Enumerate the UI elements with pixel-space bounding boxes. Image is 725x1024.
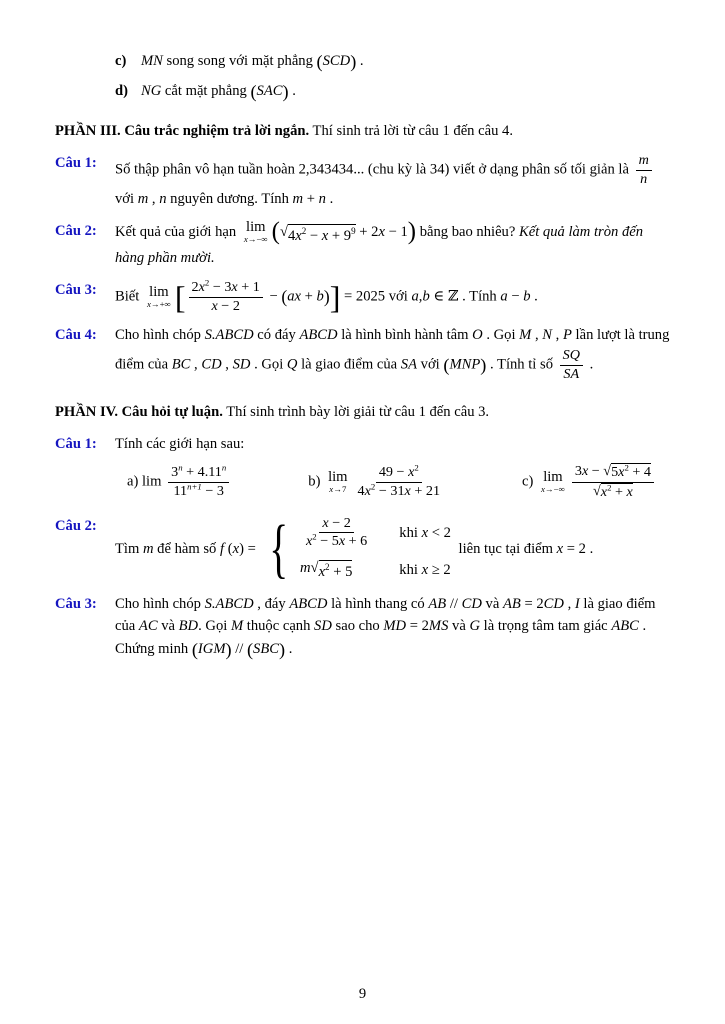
question-s3-2: [55, 217, 675, 270]
question-s3-3: [55, 279, 675, 315]
limit-b: b) lim x→7 $\frac{49 - x^2}{4x^2 - 31x + 21}$: [308, 462, 441, 500]
question-s4-1-body: [115, 433, 675, 506]
item-c: [115, 50, 675, 73]
question-s3-3-label: Câu 3:: [55, 281, 97, 298]
question-s3-4-text: Cho hình chóp S.ABCD có đáy ABCD là hình bình hành tâm O . Gọi M , N , P lần lượt là trung điểm của BC , CD , SD . Gọi Q là giao điểm của SA với (MNP) . Tính tỉ số $\frac{SQ}{SA}$ .: [115, 327, 670, 382]
page-number: 9: [358, 986, 367, 1003]
question-s3-4: [55, 324, 675, 383]
question-s4-3: [55, 593, 675, 661]
question-s4-2-label: Câu 2:: [55, 517, 97, 534]
question-s4-2: [55, 512, 675, 585]
question-s4-3-text: Cho hình chóp S.ABCD , đáy ABCD là hình thang có AB // CD và AB = 2CD , I là giao điểm của AC và BD. Gọi M thuộc cạnh SD sao cho MD = 2MS và G là trọng tâm tam giác ABC . Chứng minh (IGM) // (SBC) .: [115, 595, 656, 660]
intro-items: [55, 50, 675, 102]
question-s3-2-label: Câu 2:: [55, 222, 97, 239]
question-s4-2-text: Tìm m để hàm số f (x) = { $\frac{x - 2}{x^2 - 5x + 6}$ khi x < 2 m √ $x^2 + 5$ khi x ≥ 2 liên tục tại điểm x = 2 .: [115, 512, 594, 585]
limit-a: a) lim $\frac{3^n + 4.11^n}{11^{n+1} - 3}$: [127, 464, 232, 500]
item-c-label: c): [115, 53, 127, 69]
limit-c: c) lim x→−∞ 3x − √ $5x^2 + 4$ √ $x^2 + x$: [522, 463, 657, 501]
item-d-label: d): [115, 82, 128, 99]
question-s4-1-label: Câu 1:: [55, 435, 97, 452]
question-s4-3-label: Câu 3:: [55, 595, 97, 612]
question-s3-1-text: Số thập phân vô hạn tuần hoàn 2,343434... (chu kỳ là 34) viết ở dạng phân số tối giản là $\frac{m}{n}$ với m , n nguyên dương. Tính m + n .: [115, 152, 675, 211]
question-s3-1: [55, 152, 675, 211]
section3-heading: PHẦN III. Câu trắc nghiệm trả lời ngắn. Thí sinh trả lời từ câu 1 đến câu 4.: [55, 123, 513, 140]
question-s3-4-label: Câu 4:: [55, 327, 97, 344]
section4-heading: PHẦN IV. Câu hỏi tự luận. Thí sinh trình bày lời giải từ câu 1 đến câu 3.: [55, 404, 490, 421]
item-d: [115, 80, 675, 103]
question-s3-3-text: Biết lim x→+∞ [ $\frac{2x^2 - 3x + 1}{x - 2}$ − (ax + b)] = 2025 với a,b ∈ ℤ . Tính a − b .: [115, 277, 538, 315]
question-s3-1-label: Câu 1:: [55, 154, 97, 171]
question-s4-1-intro: Tính các giới hạn sau:: [115, 435, 245, 452]
question-s4-1: [55, 433, 675, 506]
item-c-text: MN song song với mặt phẳng (SCD) .: [141, 51, 364, 72]
item-d-text: NG cắt mặt phẳng (SAC) .: [141, 81, 296, 102]
limits-row: [115, 455, 675, 505]
question-s3-2-text: Kết quả của giới hạn lim x→−∞ ( √ $4x^2 - x + 9^9$ + 2x − 1) bằng bao nhiêu? Kết quả làm tròn đến hàng phần mười.: [115, 217, 644, 267]
